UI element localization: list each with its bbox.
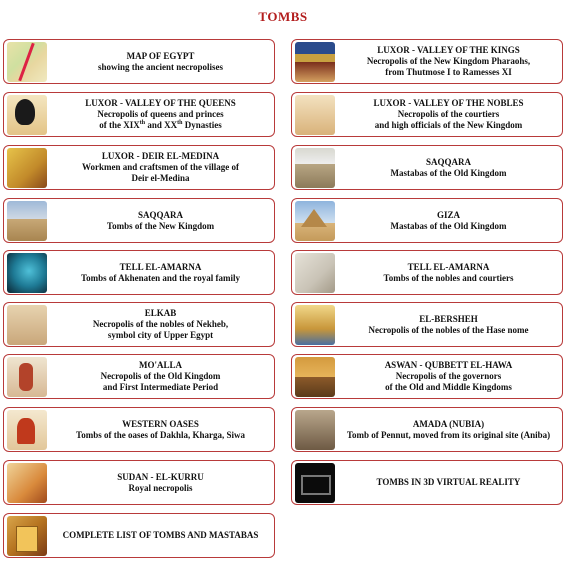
card-subtitle: showing the ancient necropolises bbox=[97, 61, 224, 72]
sudan-thumbnail bbox=[7, 463, 47, 503]
card-subtitle-dynasties: of the XIXth and XXth Dynasties bbox=[99, 120, 222, 130]
card-western-oases[interactable] bbox=[3, 407, 275, 452]
saqqara-thumbnail bbox=[7, 201, 47, 241]
card-title: TOMBS IN 3D VIRTUAL REALITY bbox=[376, 477, 521, 487]
card-title: SUDAN - EL-KURRU bbox=[117, 471, 204, 482]
card-subtitle: and First Intermediate Period bbox=[102, 382, 219, 392]
card-subtitle: Necropolis of the governors bbox=[395, 371, 502, 381]
page-title: TOMBS bbox=[258, 9, 308, 24]
amada-thumbnail bbox=[295, 410, 335, 450]
vr-thumbnail bbox=[295, 463, 335, 503]
card-elkab[interactable] bbox=[3, 302, 275, 347]
saqqara-pyramid-thumbnail bbox=[295, 148, 335, 188]
card-title: LUXOR - VALLEY OF THE NOBLES bbox=[373, 98, 524, 108]
card-subtitle: Mastabas of the Old Kingdom bbox=[390, 167, 507, 178]
card-subtitle: from Thutmose I to Ramesses XI bbox=[385, 67, 512, 77]
bersheh-thumbnail bbox=[295, 305, 335, 345]
card-subtitle: Workmen and craftsmen of the village of bbox=[82, 162, 239, 172]
card-subtitle: Deir el-Medina bbox=[131, 173, 190, 183]
card-valley-of-the-kings[interactable] bbox=[291, 39, 563, 84]
card-title: LUXOR - DEIR EL-MEDINA bbox=[101, 151, 220, 161]
pyramids-thumbnail bbox=[295, 201, 335, 241]
pharaoh-thumbnail bbox=[295, 42, 335, 82]
card-3d-virtual-reality[interactable] bbox=[291, 460, 563, 505]
card-saqqara-new-kingdom[interactable] bbox=[3, 198, 275, 243]
card-title: ELKAB bbox=[144, 308, 177, 318]
card-title: WESTERN OASES bbox=[122, 418, 199, 429]
card-amarna-nobles[interactable] bbox=[291, 250, 563, 295]
card-subtitle: Royal necropolis bbox=[128, 482, 193, 493]
card-title: SAQQARA bbox=[137, 209, 183, 220]
card-subtitle: Necropolis of the New Kingdom Pharaohs, bbox=[366, 56, 531, 66]
card-amada[interactable] bbox=[291, 407, 563, 452]
nobles-thumbnail bbox=[295, 95, 335, 135]
card-subtitle: and high officials of the New Kingdom bbox=[374, 120, 523, 130]
card-title: LUXOR - VALLEY OF THE KINGS bbox=[377, 45, 520, 55]
card-saqqara-old-kingdom[interactable] bbox=[291, 145, 563, 190]
queen-thumbnail bbox=[7, 95, 47, 135]
card-map[interactable] bbox=[3, 39, 275, 84]
card-aswan[interactable] bbox=[291, 354, 563, 399]
card-title: AMADA (NUBIA) bbox=[412, 418, 485, 429]
card-moalla[interactable] bbox=[3, 354, 275, 399]
card-el-bersheh[interactable] bbox=[291, 302, 563, 347]
card-subtitle: Necropolis of the nobles of the Hase nome bbox=[368, 324, 529, 335]
akhenaten-thumbnail bbox=[7, 253, 47, 293]
card-subtitle: Tombs of the nobles and courtiers bbox=[383, 272, 514, 283]
folder-icon bbox=[7, 516, 47, 556]
map-thumbnail bbox=[7, 42, 47, 82]
card-deir-el-medina[interactable] bbox=[3, 145, 275, 190]
card-subtitle: Tomb of Pennut, moved from its original site (Aniba) bbox=[346, 429, 551, 440]
aswan-thumbnail bbox=[295, 357, 335, 397]
card-title: TELL EL-AMARNA bbox=[407, 261, 490, 272]
card-valley-of-the-queens[interactable] bbox=[3, 92, 275, 137]
card-title: LUXOR - VALLEY OF THE QUEENS bbox=[85, 98, 236, 108]
card-subtitle: Tombs of Akhenaten and the royal family bbox=[80, 272, 241, 283]
card-title: GIZA bbox=[436, 209, 460, 220]
card-subtitle: Necropolis of the Old Kingdom bbox=[100, 371, 221, 381]
card-title: MO'ALLA bbox=[138, 360, 182, 370]
card-title: EL-BERSHEH bbox=[419, 313, 478, 324]
card-subtitle: symbol city of Upper Egypt bbox=[107, 330, 214, 340]
card-giza[interactable] bbox=[291, 198, 563, 243]
card-title: SAQQARA bbox=[425, 156, 471, 167]
card-complete-list[interactable] bbox=[3, 513, 275, 558]
card-subtitle: Tombs of the New Kingdom bbox=[106, 220, 215, 231]
moalla-thumbnail bbox=[7, 357, 47, 397]
card-title: ASWAN - QUBBETT EL-HAWA bbox=[384, 360, 513, 370]
elkab-thumbnail bbox=[7, 305, 47, 345]
card-valley-of-the-nobles[interactable] bbox=[291, 92, 563, 137]
card-subtitle: Necropolis of the nobles of Nekheb, bbox=[92, 319, 229, 329]
relief-thumbnail bbox=[295, 253, 335, 293]
card-subtitle: Tombs of the oases of Dakhla, Kharga, Siwa bbox=[76, 429, 245, 440]
card-subtitle: Necropolis of queens and princes bbox=[97, 109, 224, 119]
card-sudan-el-kurru[interactable] bbox=[3, 460, 275, 505]
card-amarna-royal[interactable] bbox=[3, 250, 275, 295]
medina-thumbnail bbox=[7, 148, 47, 188]
card-title: COMPLETE LIST OF TOMBS AND MASTABAS bbox=[62, 530, 259, 540]
card-title: TELL EL-AMARNA bbox=[119, 261, 202, 272]
card-subtitle: Necropolis of the courtiers bbox=[397, 109, 500, 119]
oases-thumbnail bbox=[7, 410, 47, 450]
card-title: MAP OF EGYPT bbox=[126, 50, 195, 61]
card-subtitle: Mastabas of the Old Kingdom bbox=[390, 220, 507, 231]
card-subtitle: of the Old and Middle Kingdoms bbox=[385, 382, 512, 392]
